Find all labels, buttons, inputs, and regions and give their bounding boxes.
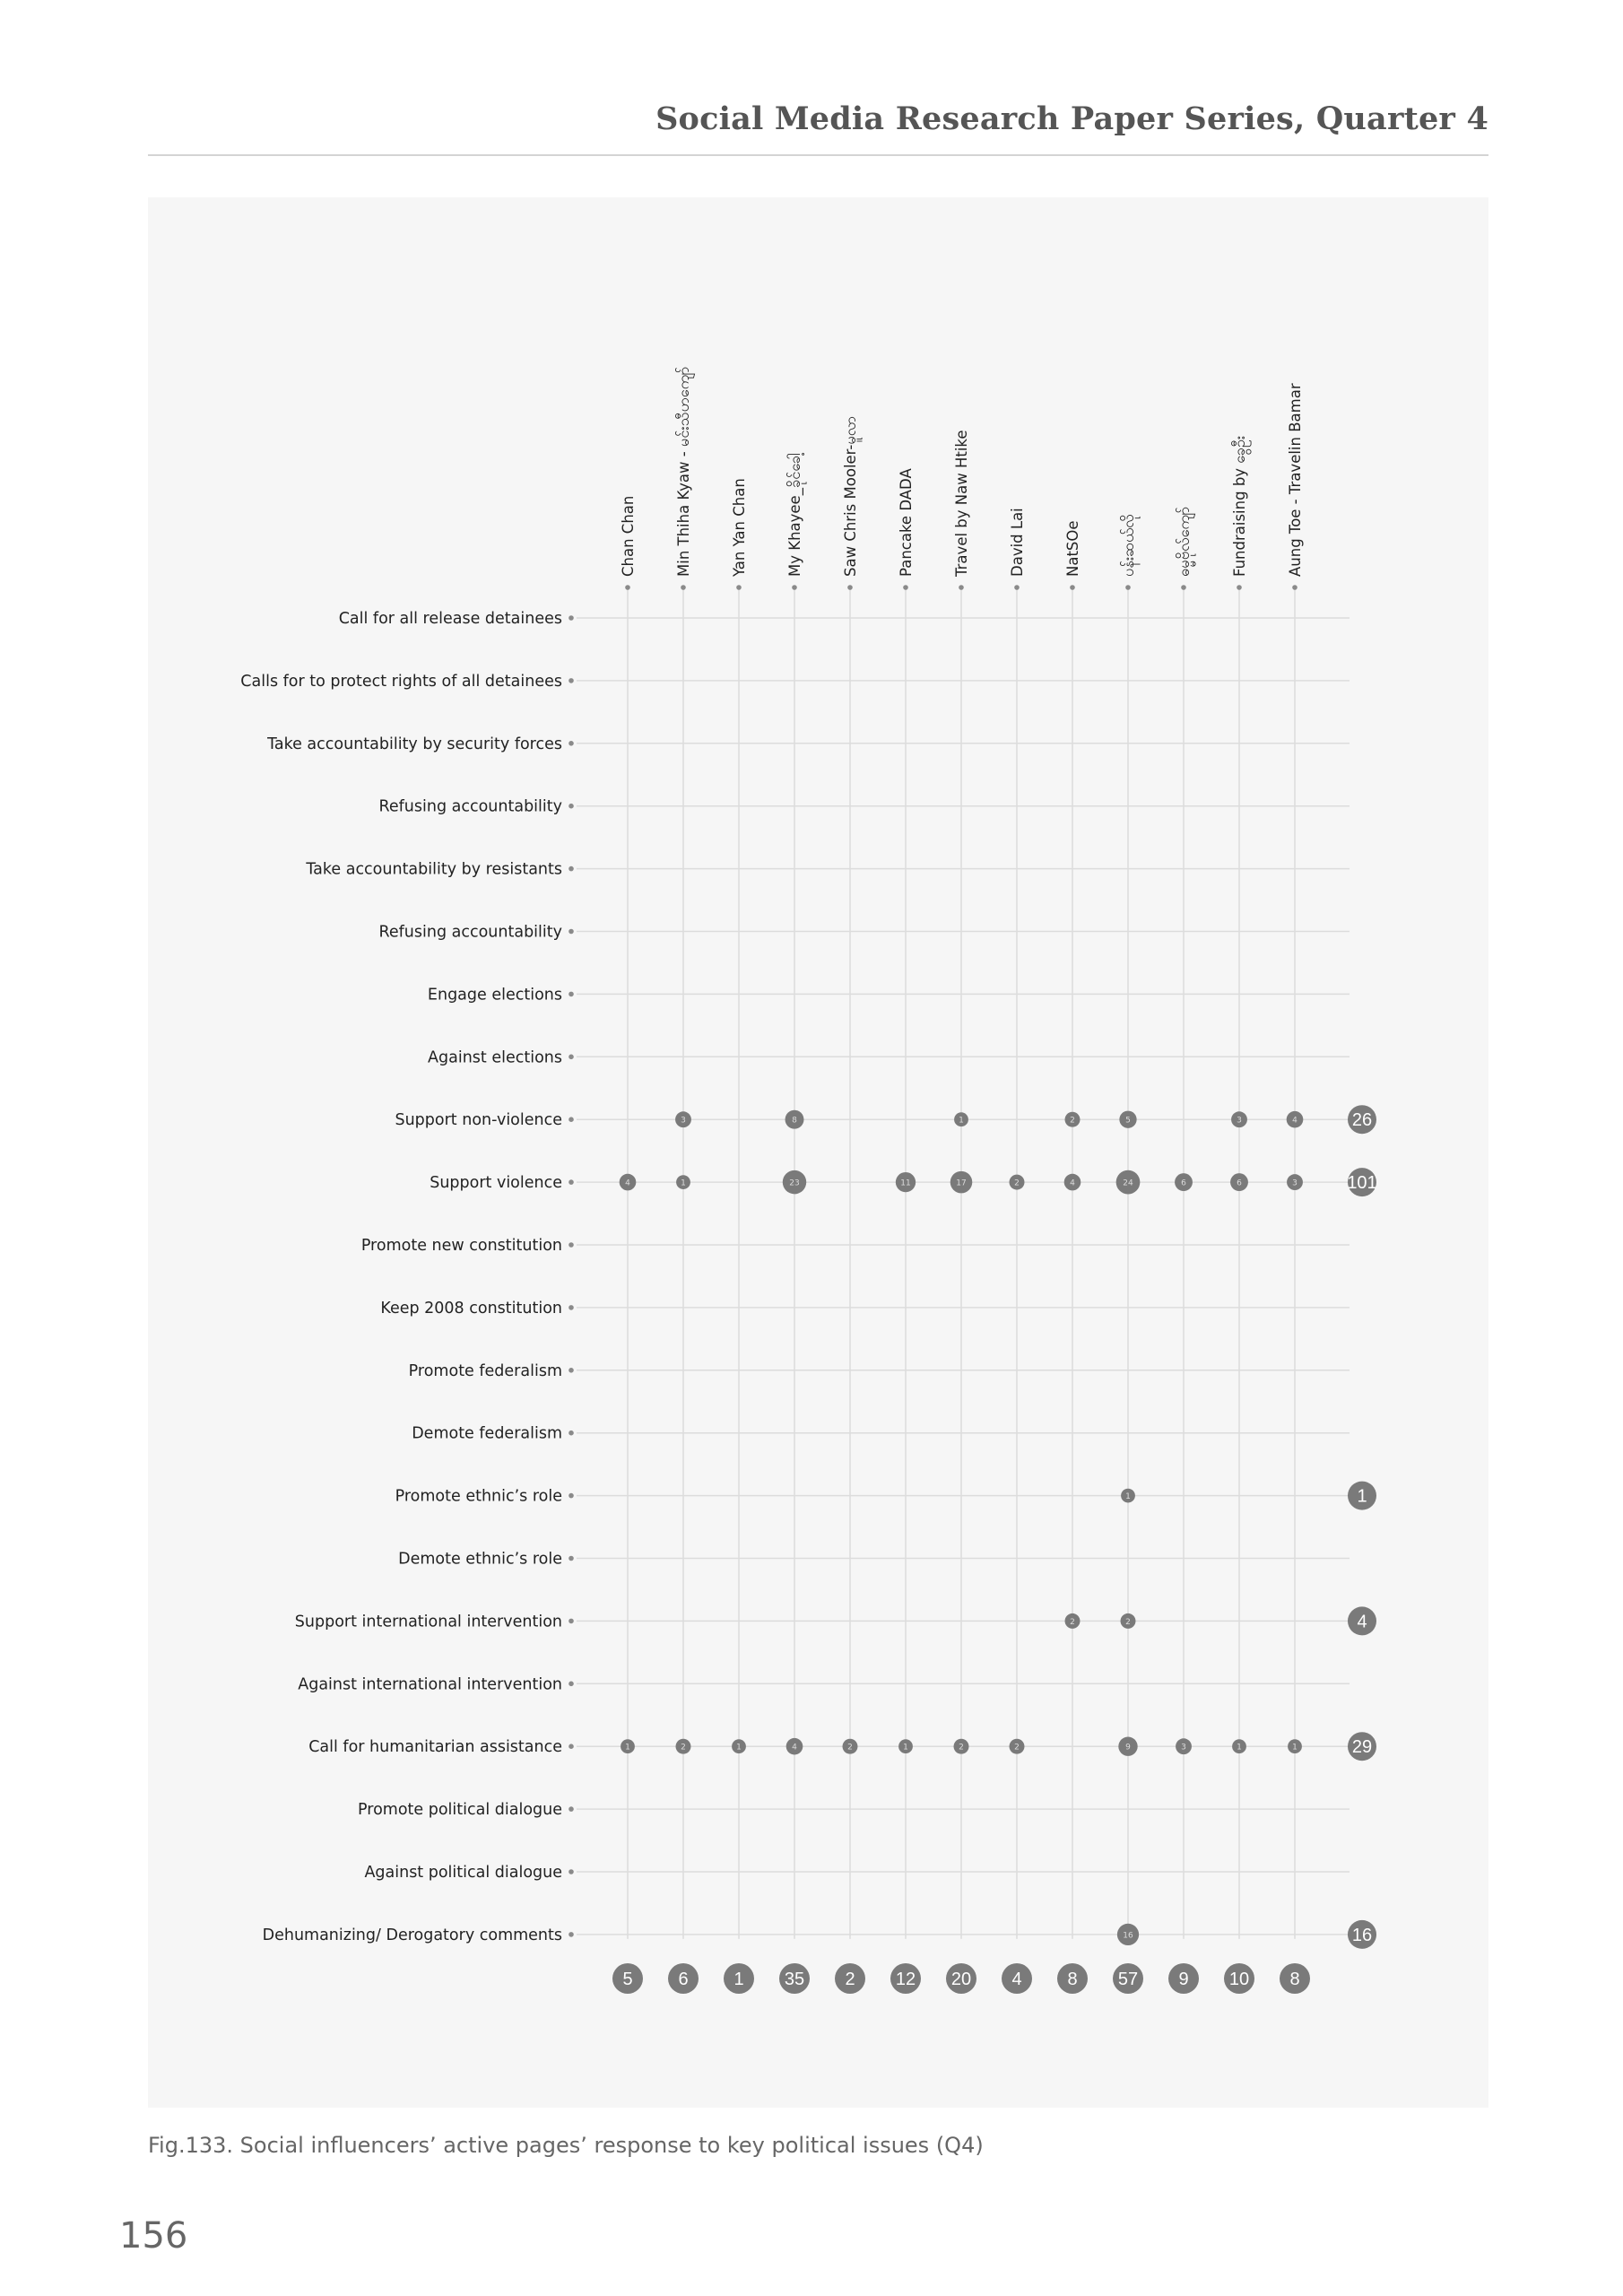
- data-bubble-label: 3: [1292, 1178, 1298, 1188]
- column-total-label: 8: [1289, 1970, 1300, 1989]
- chart-panel: [148, 197, 1488, 2108]
- row-label: Take accountability by security forces: [267, 735, 562, 753]
- data-bubble-label: 1: [1237, 1743, 1242, 1752]
- column-total-label: 8: [1067, 1970, 1078, 1989]
- column-marker-dot: [1237, 585, 1242, 590]
- row-label: Keep 2008 constitution: [380, 1299, 562, 1318]
- row-total-label: 29: [1351, 1737, 1373, 1758]
- column-label: Yan Yan Chan: [731, 478, 748, 577]
- column-total-label: 9: [1178, 1970, 1189, 1989]
- row-label: Promote ethnic’s role: [395, 1487, 562, 1506]
- column-label: Travel by Naw Htike: [953, 430, 970, 577]
- column-label: Min Thiha Kyaw - မင်းသီဟကျော်: [675, 366, 692, 577]
- column-total-label: 1: [733, 1970, 744, 1989]
- row-label: Against political dialogue: [364, 1864, 562, 1882]
- data-bubble-label: 1: [1125, 1492, 1131, 1502]
- data-bubble-label: 2: [1070, 1617, 1075, 1627]
- row-marker-dot: [568, 1493, 574, 1499]
- data-bubble-label: 1: [959, 1116, 964, 1126]
- row-total-label: 101: [1347, 1173, 1377, 1194]
- row-marker-dot: [568, 1556, 574, 1561]
- data-bubble-label: 1: [681, 1178, 686, 1188]
- data-bubble-label: 4: [1292, 1116, 1298, 1126]
- data-bubble-label: 1: [1292, 1743, 1298, 1752]
- row-marker-dot: [568, 1305, 574, 1310]
- row-label: Support violence: [430, 1174, 562, 1193]
- row-marker-dot: [568, 1619, 574, 1624]
- column-marker-dot: [681, 585, 686, 590]
- column-total-label: 4: [1011, 1970, 1022, 1989]
- row-marker-dot: [568, 1368, 574, 1373]
- data-bubble-label: 6: [1181, 1178, 1186, 1188]
- row-label: Support non-violence: [395, 1111, 562, 1130]
- row-label: Against international intervention: [298, 1675, 562, 1694]
- row-marker-dot: [568, 1806, 574, 1812]
- row-marker-dot: [568, 1179, 574, 1185]
- figure-caption: Fig.133. Social influencers’ active pages’ response to key political issues (Q4): [148, 2133, 984, 2158]
- column-total-label: 20: [950, 1970, 972, 1989]
- column-marker-dot: [847, 585, 853, 590]
- data-bubble-label: 2: [959, 1743, 964, 1752]
- row-label: Promote new constitution: [360, 1237, 562, 1255]
- column-label: ဓမ္မဗိုလ်ကျော်: [1176, 506, 1193, 577]
- data-bubble-label: 3: [681, 1116, 686, 1126]
- row-label: Refusing accountability: [378, 797, 562, 816]
- column-total-label: 5: [622, 1970, 633, 1989]
- column-marker-dot: [1125, 585, 1131, 590]
- data-bubble-label: 4: [792, 1743, 797, 1752]
- row-marker-dot: [568, 615, 574, 621]
- data-bubble-label: 2: [847, 1743, 853, 1752]
- header-divider: [148, 154, 1488, 156]
- page-header-title: Social Media Research Paper Series, Quarter 4: [655, 100, 1488, 137]
- data-bubble-label: 2: [681, 1743, 686, 1752]
- data-bubble-label: 3: [1237, 1116, 1242, 1126]
- row-marker-dot: [568, 1869, 574, 1874]
- row-label: Promote federalism: [408, 1361, 562, 1380]
- data-bubble-label: 4: [1070, 1178, 1075, 1188]
- column-label: Pancake DADA: [898, 468, 915, 577]
- row-label: Demote federalism: [412, 1424, 562, 1443]
- data-bubble-label: 2: [1014, 1178, 1020, 1188]
- column-label: NatSOe: [1064, 520, 1081, 577]
- row-marker-dot: [568, 741, 574, 746]
- data-bubble-label: 3: [1181, 1743, 1186, 1752]
- column-label: Saw Chris Mooler-မူလာ: [842, 415, 859, 577]
- data-bubble-label: 8: [792, 1116, 797, 1126]
- column-label: My Khayee_ခိုင်ခေါ့: [786, 453, 803, 577]
- row-label: Promote political dialogue: [358, 1801, 562, 1820]
- row-marker-dot: [568, 992, 574, 997]
- data-bubble-label: 9: [1125, 1743, 1131, 1752]
- column-label: David Lai: [1009, 508, 1026, 577]
- data-bubble-label: 4: [625, 1178, 630, 1188]
- column-marker-dot: [903, 585, 908, 590]
- row-marker-dot: [568, 1932, 574, 1937]
- row-label: Support international intervention: [294, 1613, 562, 1631]
- row-label: Call for humanitarian assistance: [308, 1738, 562, 1757]
- column-total-label: 10: [1228, 1970, 1250, 1989]
- data-bubble-label: 23: [789, 1178, 800, 1188]
- column-marker-dot: [792, 585, 797, 590]
- column-marker-dot: [1070, 585, 1075, 590]
- row-label: Dehumanizing/ Derogatory comments: [262, 1926, 562, 1944]
- data-bubble-label: 6: [1237, 1178, 1242, 1188]
- row-total-label: 4: [1357, 1612, 1367, 1632]
- row-total-label: 26: [1351, 1110, 1373, 1131]
- column-label: Fundraising by ခွေဦး: [1231, 435, 1248, 577]
- data-bubble-label: 11: [900, 1178, 911, 1188]
- row-marker-dot: [568, 1117, 574, 1122]
- data-bubble-label: 1: [625, 1743, 630, 1752]
- data-bubble-label: 17: [956, 1178, 967, 1188]
- data-bubble-label: 16: [1123, 1931, 1133, 1941]
- data-bubble-label: 24: [1123, 1178, 1133, 1188]
- column-marker-dot: [1292, 585, 1298, 590]
- column-marker-dot: [1181, 585, 1186, 590]
- column-marker-dot: [1014, 585, 1020, 590]
- row-marker-dot: [568, 929, 574, 935]
- data-bubble-label: 2: [1070, 1116, 1075, 1126]
- row-label: Engage elections: [427, 986, 562, 1004]
- data-bubble-label: 1: [903, 1743, 908, 1752]
- row-total-label: 16: [1351, 1925, 1373, 1945]
- row-marker-dot: [568, 1055, 574, 1060]
- column-label: ပန်းဆယ်လို: [1120, 514, 1137, 577]
- row-marker-dot: [568, 804, 574, 809]
- row-marker-dot: [568, 1744, 574, 1749]
- data-bubble-label: 2: [1125, 1617, 1131, 1627]
- data-bubble-label: 2: [1014, 1743, 1020, 1752]
- column-total-label: 57: [1117, 1970, 1139, 1989]
- column-label: Chan Chan: [620, 495, 637, 577]
- column-label: Aung Toe - Travelin Bamar: [1287, 383, 1304, 577]
- row-marker-dot: [568, 866, 574, 872]
- bubble-matrix-chart: [148, 197, 1488, 2108]
- page-number: 156: [119, 2215, 188, 2257]
- row-marker-dot: [568, 678, 574, 683]
- data-bubble-label: 1: [736, 1743, 742, 1752]
- row-label: Against elections: [428, 1048, 562, 1067]
- column-total-label: 2: [845, 1970, 855, 1989]
- row-label: Demote ethnic’s role: [398, 1550, 562, 1569]
- column-total-label: 6: [678, 1970, 689, 1989]
- row-label: Refusing accountability: [378, 923, 562, 942]
- data-bubble-label: 5: [1125, 1116, 1131, 1126]
- row-total-label: 1: [1357, 1486, 1367, 1507]
- row-label: Take accountability by resistants: [306, 860, 562, 879]
- row-marker-dot: [568, 1242, 574, 1248]
- column-marker-dot: [959, 585, 964, 590]
- row-label: Calls for to protect rights of all detainees: [240, 672, 562, 691]
- row-marker-dot: [568, 1431, 574, 1436]
- row-label: Call for all release detainees: [338, 610, 562, 628]
- column-total-label: 12: [895, 1970, 916, 1989]
- column-marker-dot: [625, 585, 630, 590]
- column-marker-dot: [736, 585, 742, 590]
- row-marker-dot: [568, 1682, 574, 1687]
- column-total-label: 35: [784, 1970, 805, 1989]
